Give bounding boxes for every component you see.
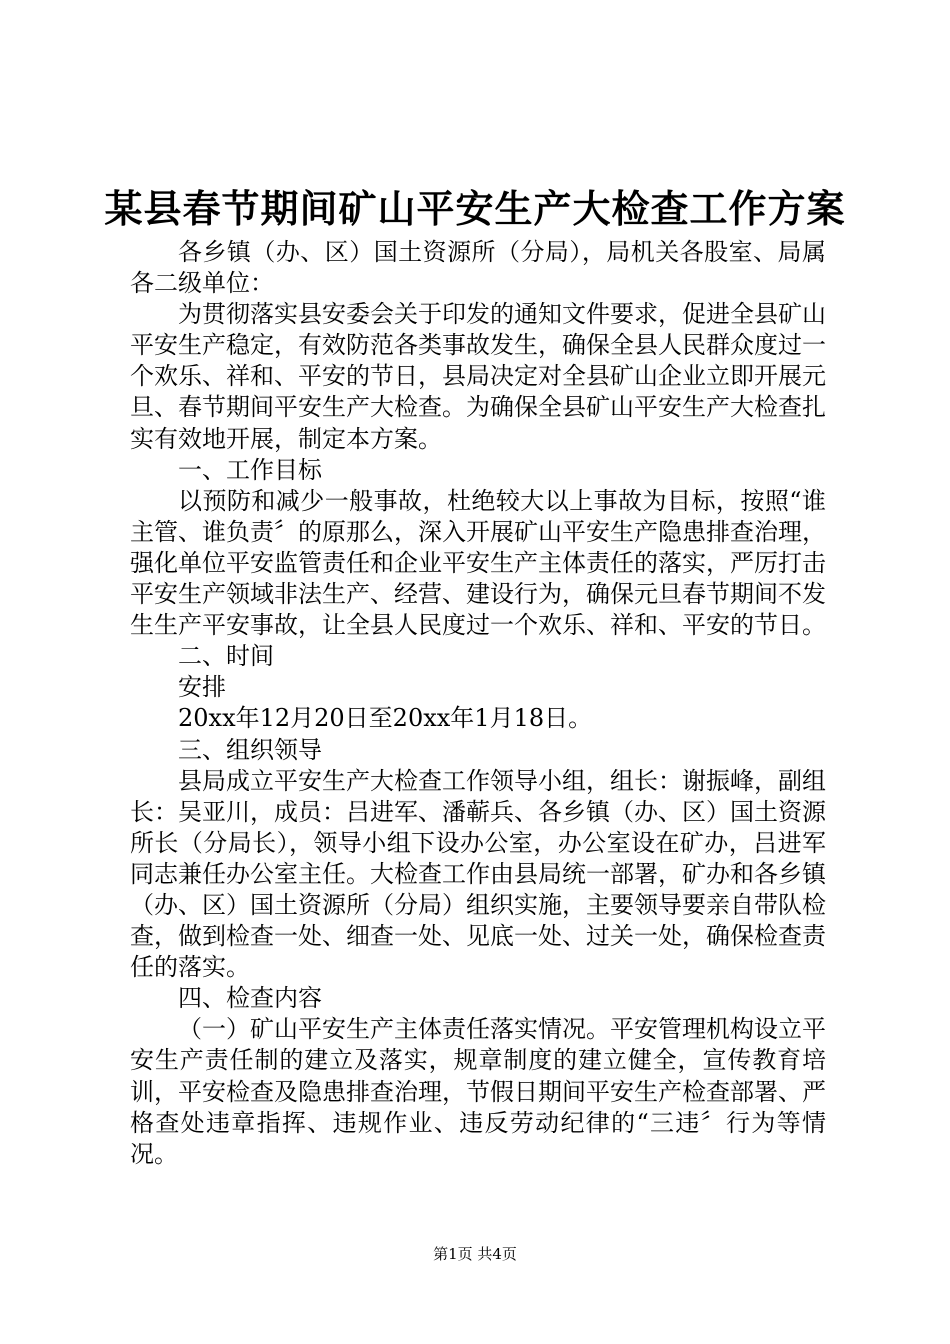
time-arrangement-label: 安排 [178, 673, 226, 702]
content-item-1-paragraph: （一）矿山平安生产主体责任落实情况。平安管理机构设立平安生产责任制的建立及落实，规章制度的建立健全，宣传教育培训，平安检查及隐患排查治理，节假日期间平安生产检查部署、严格查处违章指挥、违规作业、违反劳动纪律的“三违〞行为等情况。 [130, 1015, 826, 1168]
salutation-paragraph: 各乡镇（办、区）国土资源所（分局），局机关各股室、局属各二级单位： [130, 238, 826, 298]
document-body [130, 237, 826, 1170]
intro-paragraph: 为贯彻落实县安委会关于印发的通知文件要求，促进全县矿山平安生产稳定，有效防范各类事故发生，确保全县人民群众度过一个欢乐、祥和、平安的节日，县局决定对全县矿山企业立即开展元旦、春节期间平安生产大检查。为确保全县矿山平安生产大检查扎实有效地开展，制定本方案。 [130, 300, 826, 453]
page-number: 第1页 共4页 [433, 1245, 517, 1263]
organization-paragraph: 县局成立平安生产大检查工作领导小组，组长：谢振峰，副组长：吴亚川，成员：吕进军、潘蕲兵、各乡镇（办、区）国土资源所长（分局长），领导小组下设办公室，办公室设在矿办，吕进军同志兼任办公室主任。大检查工作由县局统一部署，矿办和各乡镇（办、区）国土资源所（分局）组织实施，主要领导要亲自带队检查，做到检查一处、细查一处、见底一处、过关一处，确保检查责任的落实。 [130, 766, 826, 982]
section-heading-organization: 三、组织领导 [178, 735, 322, 764]
document-title: 某县春节期间矿山平安生产大检查工作方案 [104, 187, 846, 231]
section-heading-goals: 一、工作目标 [178, 455, 322, 484]
section-heading-time: 二、时间 [178, 642, 274, 671]
page-footer [0, 1244, 950, 1264]
section-heading-content: 四、检查内容 [178, 984, 322, 1013]
goals-paragraph: 以预防和减少一般事故，杜绝较大以上事故为目标，按照“谁主管、谁负责〞的原那么，深入开展矿山平安生产隐患排查治理，强化单位平安监管责任和企业平安生产主体责任的落实，严厉打击平安生产领域非法生产、经营、建设行为，确保元旦春节期间不发生生产平安事故，让全县人民度过一个欢乐、祥和、平安的节日。 [130, 486, 826, 640]
time-range-paragraph: 20xx年12月20日至20xx年1月18日。 [178, 704, 593, 733]
